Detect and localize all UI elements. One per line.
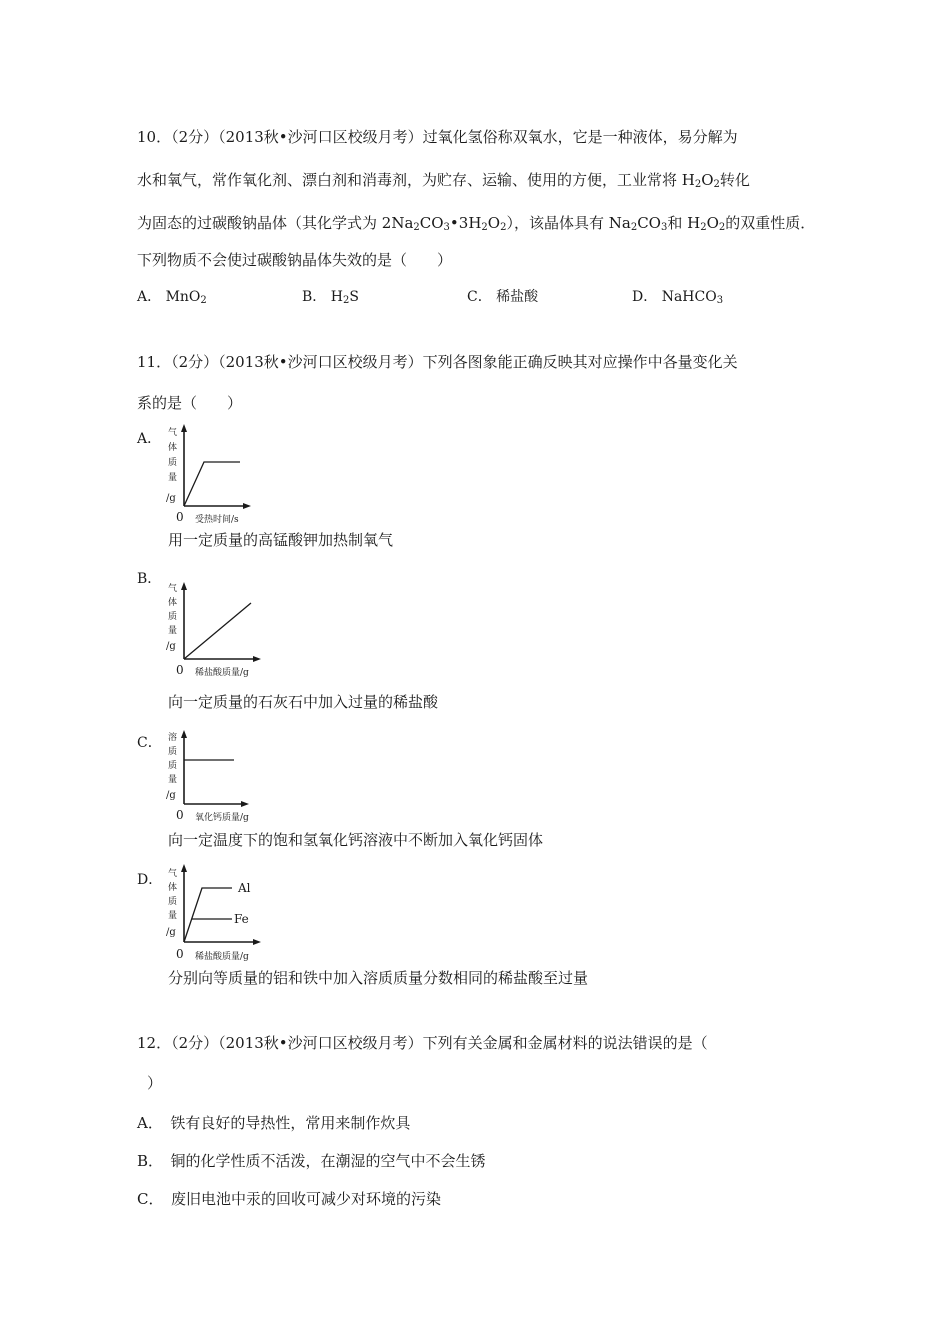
- q10-text: CO: [419, 214, 444, 232]
- subscript: 2: [413, 222, 420, 233]
- q12-line-2: ）: [147, 1074, 163, 1092]
- y-axis-label-char: 量: [168, 473, 178, 483]
- subscript: 2: [700, 222, 707, 233]
- q10-text: O: [487, 214, 501, 232]
- option-label: A．: [137, 289, 162, 305]
- q10-text: 的双重性质．: [725, 214, 816, 232]
- x-axis-arrow: [241, 801, 249, 807]
- q11-option-b-label: B．: [137, 571, 162, 587]
- q11-option-c-caption: 向一定温度下的饱和氢氧化钙溶液中不断加入氧化钙固体: [168, 831, 544, 849]
- y-axis-label-char: 量: [168, 775, 178, 785]
- option-text: MnO: [165, 289, 201, 305]
- subscript: 3: [660, 222, 668, 233]
- q10-text: O: [706, 214, 719, 232]
- q11-line-2: 系的是（ ）: [137, 394, 243, 412]
- q11-option-d-label: D．: [137, 872, 163, 888]
- y-axis-unit: /g: [166, 641, 176, 652]
- q10-line-4: 下列物质不会使过碳酸钠晶体失效的是（ ）: [137, 251, 453, 269]
- q10-text: O: [701, 171, 714, 189]
- y-axis-unit: /g: [166, 927, 176, 938]
- y-axis-unit: /g: [166, 790, 176, 801]
- option-text: S: [349, 289, 359, 305]
- q10-text: 为固态的过碳酸钠晶体（其化学式为 2Na: [137, 214, 414, 232]
- q10-text: 和 H: [667, 214, 701, 232]
- q12-option-a: A． 铁有良好的导热性，常用来制作炊具: [137, 1114, 411, 1132]
- y-axis-label-char: 体: [168, 598, 178, 608]
- graph-b: [158, 580, 268, 684]
- q11-option-c-label: C．: [137, 735, 162, 751]
- series-label-al: Al: [238, 881, 251, 895]
- subscript: 2: [500, 222, 507, 233]
- origin-label: 0: [176, 663, 184, 677]
- subscript: 2: [630, 222, 638, 233]
- y-axis-arrow: [181, 582, 187, 590]
- x-axis-label: 氧化钙质量/g: [195, 813, 249, 823]
- origin-label: 0: [176, 510, 184, 524]
- q10-text: •3H: [449, 214, 482, 232]
- y-axis-label-char: 量: [168, 911, 178, 921]
- q10-line-2: [137, 170, 750, 195]
- q12-option-b: B． 铜的化学性质不活泼，在潮湿的空气中不会生锈: [137, 1152, 486, 1170]
- option-text: NaHCO: [661, 289, 717, 305]
- q10-option-c: [467, 287, 538, 307]
- q10-text: 水和氧气，常作氧化剂、漂白剂和消毒剂，为贮存、运输、使用的方便，工业常将 H: [137, 171, 695, 189]
- q11-line-1: 11．（2分）（2013秋•沙河口区校级月考）下列各图象能正确反映其对应操作中各量变化关: [137, 353, 738, 371]
- graph-d: [158, 862, 278, 966]
- y-axis-label-char: 气: [168, 428, 178, 438]
- subscript: 2: [481, 222, 488, 233]
- option-label: B．: [302, 289, 327, 305]
- q10-line-1: 10．（2分）（2013秋•沙河口区校级月考）过氧化氢俗称双氧水，它是一种液体，易分解为: [137, 128, 738, 146]
- y-axis-label-char: 质: [168, 458, 178, 468]
- y-axis-unit: /g: [166, 493, 176, 504]
- subscript: 2: [342, 295, 350, 306]
- y-axis-label-char: 质: [168, 747, 178, 757]
- q10-option-b: [302, 287, 359, 311]
- y-axis-label-char: 溶: [168, 733, 178, 743]
- curve-al: [184, 888, 232, 942]
- subscript: 3: [443, 222, 450, 233]
- series-label-fe: Fe: [234, 912, 249, 926]
- q10-option-d: [632, 287, 723, 311]
- q10-text: 转化: [719, 171, 750, 189]
- x-axis-arrow: [243, 503, 251, 509]
- x-axis-arrow: [253, 939, 261, 945]
- curve: [184, 603, 251, 659]
- q12-line-1: 12．（2分）（2013秋•沙河口区校级月考）下列有关金属和金属材料的说法错误的是（: [137, 1034, 708, 1052]
- x-axis-label: 稀盐酸质量/g: [195, 952, 249, 962]
- y-axis-label-char: 气: [168, 869, 178, 879]
- y-axis-label-char: 气: [168, 584, 178, 594]
- option-label: D．: [632, 289, 658, 305]
- y-axis-label-char: 体: [168, 883, 178, 893]
- x-axis-label: 受热时间/s: [195, 515, 239, 525]
- graph-c: [158, 728, 268, 828]
- q11-option-d-caption: 分别向等质量的铝和铁中加入溶质质量分数相同的稀盐酸至过量: [168, 969, 589, 987]
- origin-label: 0: [176, 808, 184, 822]
- option-text: 稀盐酸: [496, 289, 539, 305]
- y-axis-arrow: [181, 424, 187, 432]
- y-axis-label-char: 体: [168, 443, 178, 453]
- q11-option-b-caption: 向一定质量的石灰石中加入过量的稀盐酸: [168, 693, 439, 711]
- subscript: 2: [713, 179, 720, 190]
- q10-text: ），该晶体具有 Na: [506, 214, 631, 232]
- subscript: 3: [716, 295, 724, 306]
- x-axis-label: 稀盐酸质量/g: [195, 668, 249, 678]
- subscript: 2: [694, 179, 702, 190]
- y-axis-label-char: 质: [168, 761, 178, 771]
- option-text: H: [330, 289, 343, 305]
- curve: [184, 462, 240, 506]
- y-axis-arrow: [181, 864, 187, 872]
- option-label: C．: [467, 289, 492, 305]
- y-axis-label-char: 质: [168, 897, 178, 907]
- q12-option-c: C． 废旧电池中汞的回收可减少对环境的污染: [137, 1190, 441, 1208]
- graph-a: [158, 422, 268, 528]
- q10-line-3: [137, 213, 815, 238]
- subscript: 2: [718, 222, 726, 233]
- y-axis-label-char: 量: [168, 626, 178, 636]
- subscript: 2: [200, 295, 207, 306]
- x-axis-arrow: [253, 656, 261, 662]
- origin-label: 0: [176, 947, 184, 961]
- y-axis-arrow: [181, 730, 187, 738]
- y-axis-label-char: 质: [168, 612, 178, 622]
- q10-text: CO: [637, 214, 661, 232]
- q11-option-a-label: A．: [137, 431, 162, 447]
- q10-option-a: [137, 287, 207, 311]
- q11-option-a-caption: 用一定质量的高锰酸钾加热制氧气: [168, 531, 394, 549]
